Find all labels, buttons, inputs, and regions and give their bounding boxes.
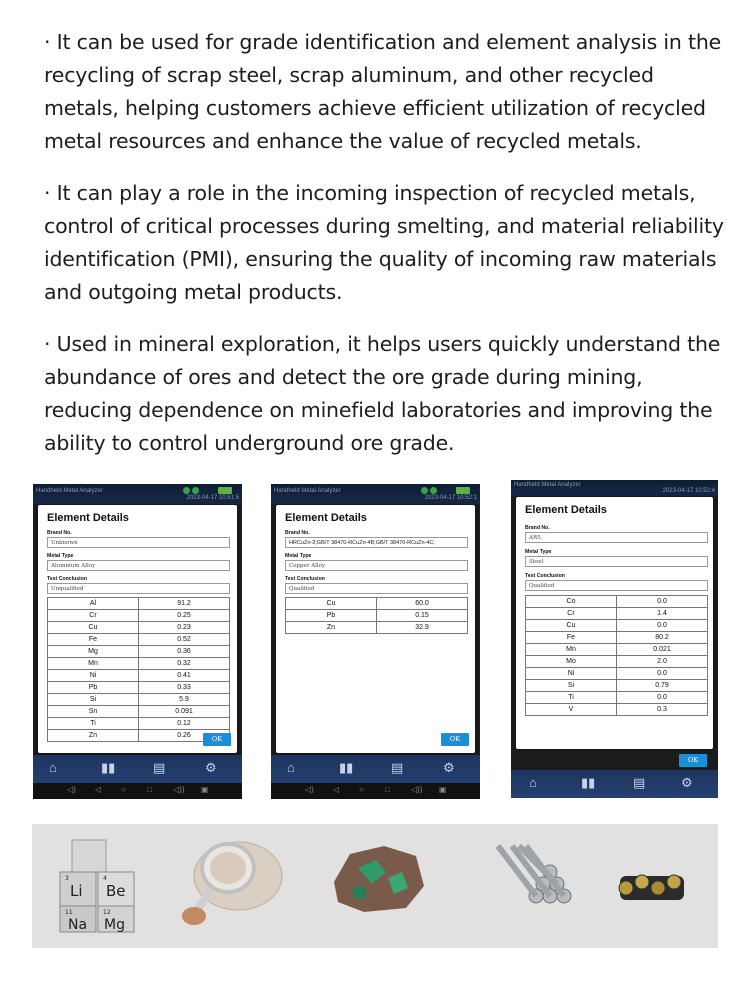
test-conclusion-label: Test Conclusion [47,576,87,582]
table-row [526,668,708,680]
table-cell: Mo [526,656,617,668]
table-cell: Zn [48,730,139,742]
element-table [525,595,708,716]
cube-symbol: Li [70,882,83,900]
table-row [48,658,230,670]
library-icon[interactable]: ▮▮ [339,760,354,775]
element-details-dialog [38,505,237,753]
test-conclusion-field[interactable]: Unqualified [47,583,230,594]
system-nav-bar [271,783,480,799]
feature-inspection: · It can play a role in the incoming inspection of recycled metals, control of critical processes during smelting, and material reliability identification (PMI), ensuring the quality of incoming raw materials and outgoing metal products. [44,181,724,304]
table-cell: 32.9 [377,622,468,634]
brand-field[interactable]: AR5, [525,532,708,543]
table-cell: 0.021 [617,644,708,656]
ok-button[interactable]: OK [441,733,469,746]
clock: 2023-04-17 10:51:5 [186,495,239,501]
table-cell: Si [48,694,139,706]
document-icon[interactable]: ▤ [391,760,404,775]
app-title: Handheld Metal Analyzer [274,488,341,494]
table-row [48,670,230,682]
gear-icon[interactable]: ⚙ [681,775,693,790]
table-cell: Pb [48,682,139,694]
battery-icon [218,487,232,494]
test-conclusion-label: Test Conclusion [525,573,565,579]
table-row [526,632,708,644]
table-cell: 0.0 [617,596,708,608]
table-cell: 5.9 [139,694,230,706]
cube-symbol: Na [68,917,88,933]
magnifier-ore-image [178,830,288,930]
back-icon[interactable]: ◁ [333,785,340,794]
feature-recycling: · It can be used for grade identification and element analysis in the recycling of scrap steel, scrap aluminum, and other recycled metals, helping customers achieve efficient utilization of recycled metal resources and enhance the value of recycled metals. [44,30,722,153]
table-row [48,682,230,694]
table-row [48,610,230,622]
library-icon[interactable]: ▮▮ [101,760,116,775]
table-row [48,694,230,706]
dialog-title: Element Details [525,504,607,516]
system-nav-bar [33,783,242,799]
table-cell: Fe [48,634,139,646]
metal-type-field[interactable]: Copper Alloy [285,560,468,571]
status-bar [511,480,718,496]
table-cell: 0.12 [139,718,230,730]
table-cell: 91.2 [139,598,230,610]
brand-label: Brand No. [285,530,310,536]
table-row [48,646,230,658]
screenshot-icon[interactable]: ▣ [439,785,447,794]
screenshot-icon[interactable]: ▣ [201,785,209,794]
volume-down-icon[interactable]: ◁) [67,785,76,794]
recents-icon[interactable]: □ [147,785,152,794]
table-cell: Co [526,596,617,608]
status-bar [271,484,480,504]
table-cell: 0.79 [617,680,708,692]
test-conclusion-field[interactable]: Qualified [285,583,468,594]
element-table [47,597,230,742]
home-icon[interactable]: ⌂ [49,760,57,775]
table-cell: Mn [526,644,617,656]
table-cell: Mn [48,658,139,670]
library-icon[interactable]: ▮▮ [581,775,596,790]
back-icon[interactable]: ◁ [95,785,102,794]
table-cell: 0.32 [139,658,230,670]
metal-type-label: Metal Type [285,553,312,559]
table-row [286,622,468,634]
table-cell: Ti [526,692,617,704]
home-circle-icon[interactable]: ○ [121,785,126,794]
table-cell: Pb [286,610,377,622]
bottom-nav [271,755,480,783]
bottom-nav [33,755,242,783]
metal-cylinders-image [616,868,690,908]
cube-symbol: Mg [104,917,125,933]
table-cell: Ni [48,670,139,682]
battery-icon [456,487,470,494]
home-icon[interactable]: ⌂ [287,760,295,775]
metal-type-field[interactable]: Aluminum Alloy [47,560,230,571]
table-cell: 80.2 [617,632,708,644]
document-icon[interactable]: ▤ [153,760,166,775]
table-row [526,692,708,704]
feature-list [44,26,724,479]
table-cell: 0.41 [139,670,230,682]
device-screenshot-steel [511,480,718,798]
table-row [48,718,230,730]
table-cell: 0.0 [617,620,708,632]
table-cell: Ti [48,718,139,730]
gear-icon[interactable]: ⚙ [205,760,217,775]
brand-field[interactable]: HRCuZn-2;GB/T 38470-RCuZn-4B;GB/T 38470-RCuZn-4C; [285,537,468,548]
status-indicator-icon [430,487,437,494]
metal-type-label: Metal Type [47,553,74,559]
table-cell: Al [48,598,139,610]
table-cell: 1.4 [617,608,708,620]
table-cell: Si [526,680,617,692]
status-bar [33,484,242,504]
table-row [526,704,708,716]
table-cell: 0.0 [617,668,708,680]
cube-number: 12 [103,909,111,916]
application-images-strip [32,824,718,948]
ok-button[interactable]: OK [679,754,707,767]
table-row [526,644,708,656]
document-icon[interactable]: ▤ [633,775,646,790]
table-cell: 60.0 [377,598,468,610]
element-cubes-image [58,838,136,934]
brand-field[interactable]: Unknown [47,537,230,548]
table-cell: 0.26 [139,730,230,742]
table-cell: Cr [526,608,617,620]
table-row [48,622,230,634]
cube-number: 11 [65,909,73,916]
table-cell: 0.091 [139,706,230,718]
cube-number: 3 [65,875,69,882]
table-cell: 0.36 [139,646,230,658]
table-cell: Mg [48,646,139,658]
ok-button[interactable]: OK [203,733,231,746]
volume-up-icon[interactable]: ◁)) [173,785,185,794]
table-cell: 0.33 [139,682,230,694]
table-row [526,680,708,692]
table-cell: 0.23 [139,622,230,634]
element-table [285,597,468,634]
table-cell: Sn [48,706,139,718]
table-cell: Cu [286,598,377,610]
clock: 2023-04-17 10:52:4 [662,488,715,494]
cube-symbol: Be [106,882,126,900]
table-cell: Cu [48,622,139,634]
emerald-ore-image [328,842,428,916]
table-cell: Cr [48,610,139,622]
device-screenshot-copper [271,484,480,799]
app-title: Handheld Metal Analyzer [36,488,103,494]
test-conclusion-label: Test Conclusion [285,576,325,582]
home-circle-icon[interactable]: ○ [359,785,364,794]
status-indicator-icon [183,487,190,494]
feature-mineral-exploration: · Used in mineral exploration, it helps users quickly understand the abundance of ores and detect the ore grade during mining, reducing dependence on minefield laboratories and improving the ability to control underground ore grade. [44,332,721,455]
home-icon[interactable]: ⌂ [529,775,537,790]
brand-label: Brand No. [47,530,72,536]
steel-pipes-image [488,836,578,918]
dialog-title: Element Details [285,512,367,524]
table-row [526,620,708,632]
clock: 2023-04-17 10:52:1 [424,495,477,501]
app-title: Handheld Metal Analyzer [514,482,581,488]
table-cell: V [526,704,617,716]
table-row [286,598,468,610]
dialog-title: Element Details [47,512,129,524]
table-row [526,608,708,620]
volume-up-icon[interactable]: ◁)) [411,785,423,794]
table-row [526,656,708,668]
table-row [48,634,230,646]
status-indicator-icon [192,487,199,494]
metal-type-label: Metal Type [525,549,552,555]
table-cell: 0.25 [139,610,230,622]
brand-label: Brand No. [525,525,550,531]
table-cell: Fe [526,632,617,644]
table-cell: 0.52 [139,634,230,646]
volume-down-icon[interactable]: ◁) [305,785,314,794]
element-details-dialog [516,497,713,764]
recents-icon[interactable]: □ [385,785,390,794]
table-cell: Zn [286,622,377,634]
cube-number: 4 [103,875,107,882]
table-cell: 0.15 [377,610,468,622]
metal-type-field[interactable]: Steel [525,556,708,567]
table-row [48,598,230,610]
status-indicator-icon [421,487,428,494]
table-row [286,610,468,622]
table-cell: 0.0 [617,692,708,704]
gear-icon[interactable]: ⚙ [443,760,455,775]
test-conclusion-field[interactable]: Qualified [525,580,708,591]
table-row [48,706,230,718]
table-cell: 2.0 [617,656,708,668]
bottom-nav [511,770,718,798]
table-cell: 0.3 [617,704,708,716]
table-cell: Cu [526,620,617,632]
table-cell: Ni [526,668,617,680]
element-details-dialog [276,505,475,753]
table-row [526,596,708,608]
device-screenshot-aluminum [33,484,242,799]
